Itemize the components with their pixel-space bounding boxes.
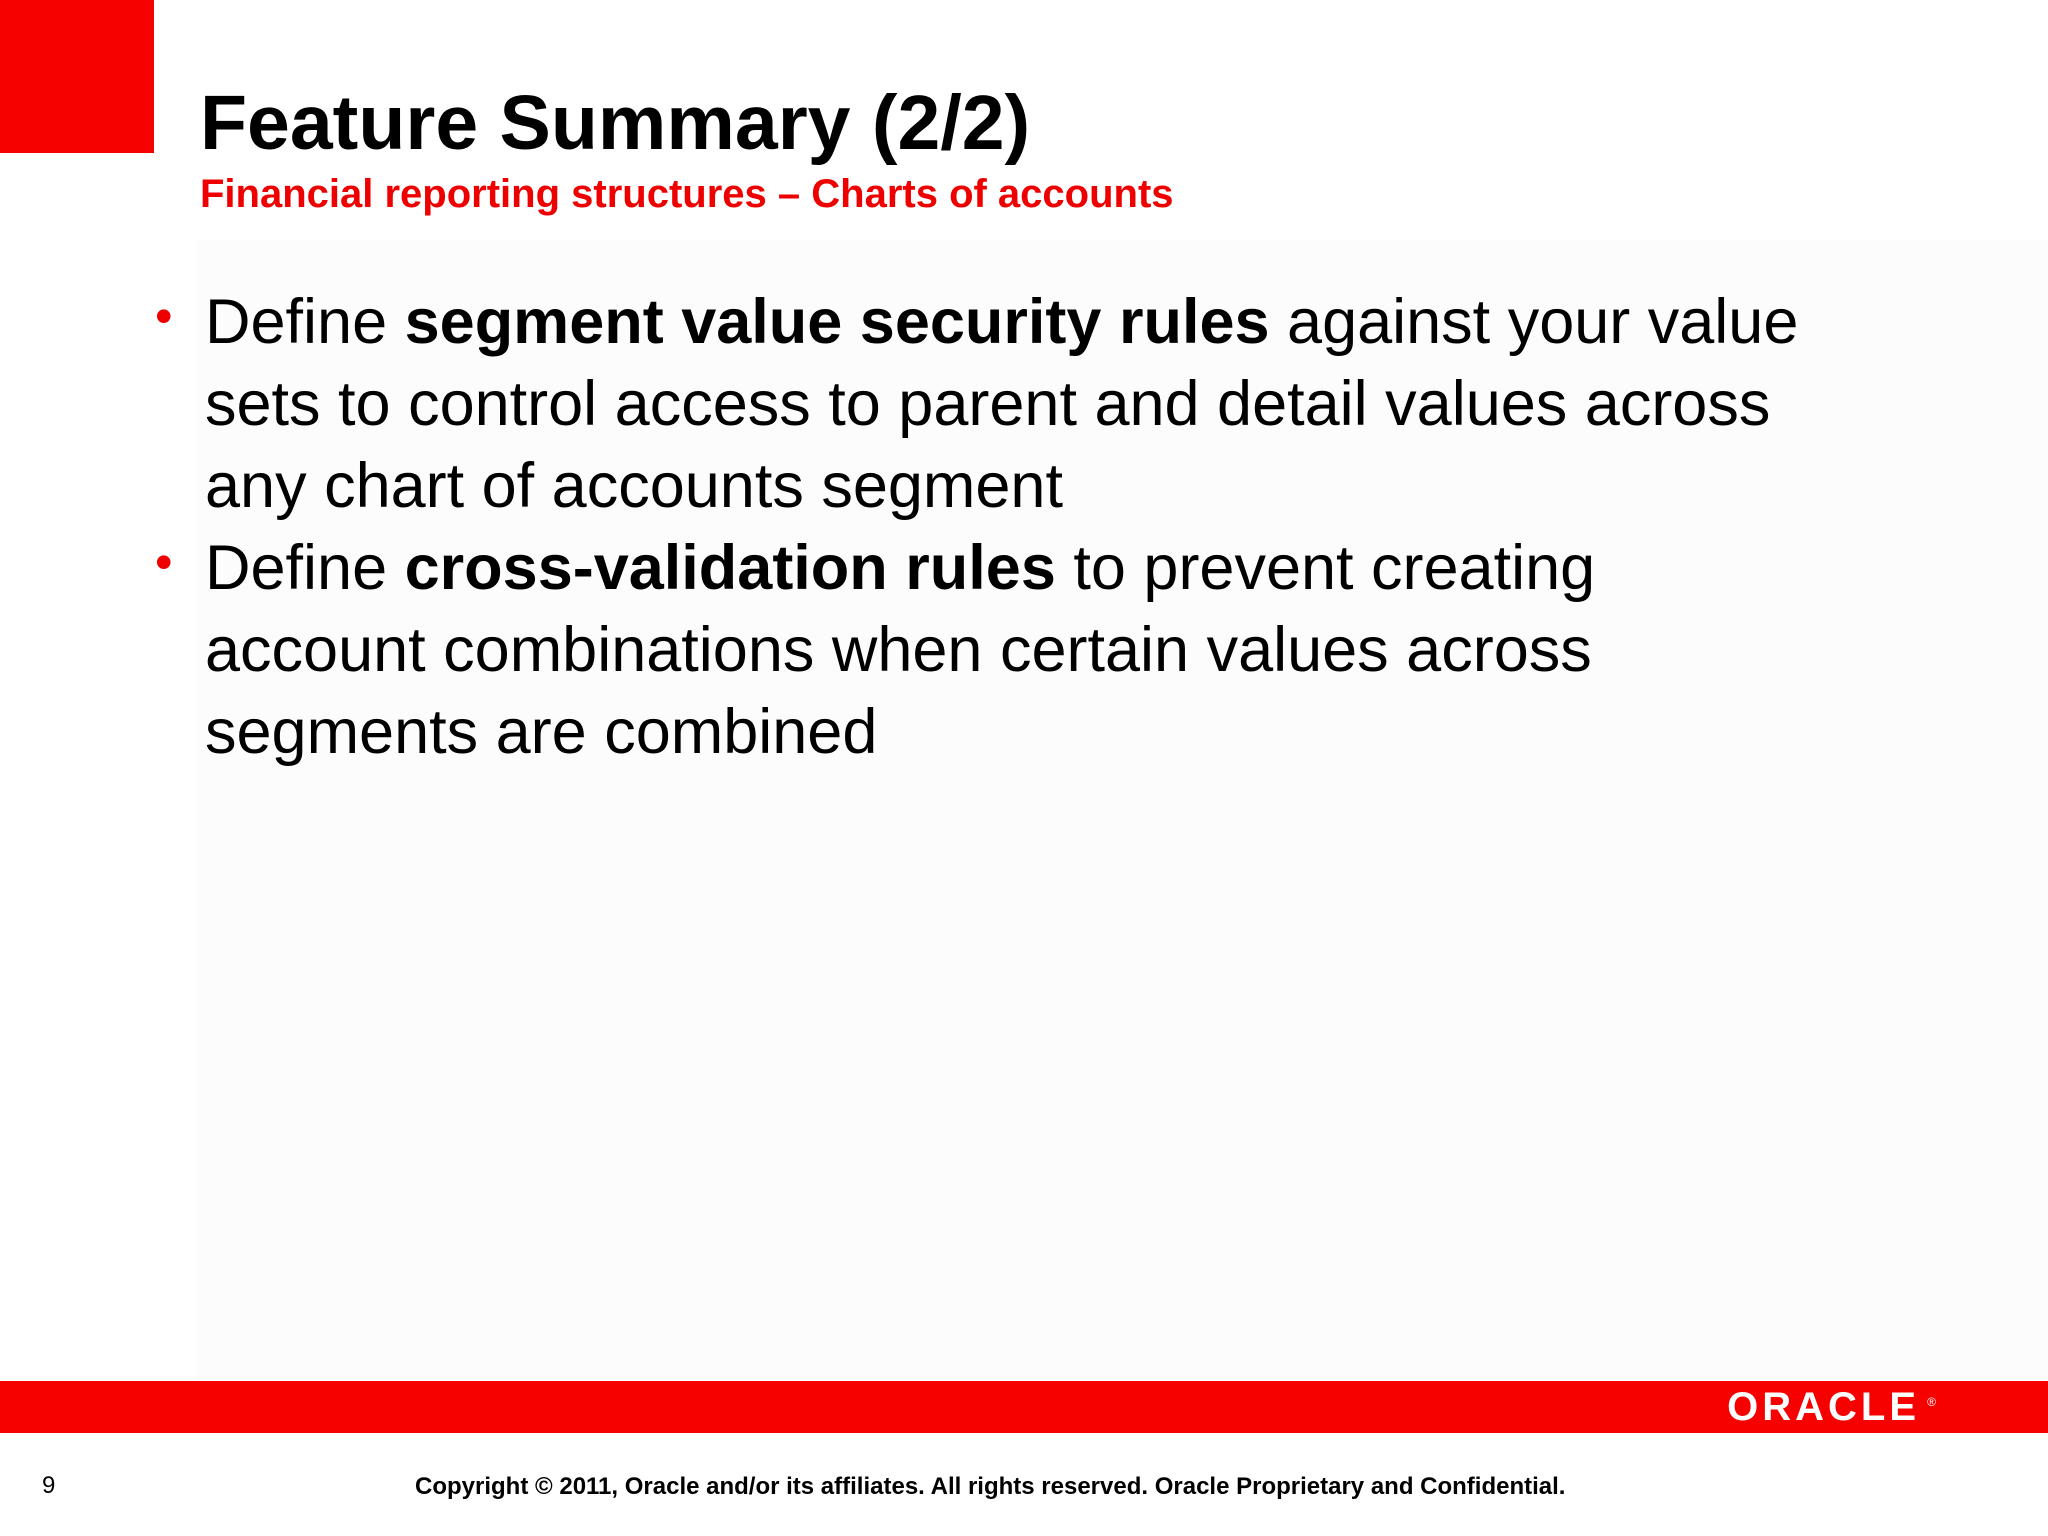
slide-title: Feature Summary (2/2)	[200, 80, 1031, 166]
oracle-logo: ORACLE	[1727, 1385, 1920, 1429]
bullet-line: any chart of accounts segment	[205, 451, 1063, 521]
page-number: 9	[42, 1472, 56, 1499]
bullet-list	[145, 281, 1945, 773]
bullet-line	[205, 527, 1945, 609]
bullet-emphasis: cross-validation rules	[404, 533, 1056, 603]
bullet-line: account combinations when certain values across	[205, 615, 1592, 685]
bullet-dot-icon: •	[155, 288, 173, 344]
bullet-text: Define	[205, 533, 405, 603]
bullet-emphasis: segment value security rules	[404, 287, 1270, 357]
bullet-text: Define	[205, 287, 405, 357]
bullet-item-cross-validation	[145, 527, 1945, 773]
bullet-line: sets to control access to parent and detail values across	[205, 369, 1771, 439]
copyright-notice: Copyright © 2011, Oracle and/or its affiliates. All rights reserved. Oracle Proprietary and Confidential.	[415, 1473, 1566, 1500]
bullet-line	[205, 281, 1945, 363]
registered-mark: ®	[1927, 1395, 1936, 1409]
bullet-item-segment-security	[145, 281, 1945, 527]
bullet-dot-icon: •	[155, 534, 173, 590]
bullet-text: against your value	[1269, 287, 1799, 357]
brand-red-square	[0, 0, 154, 153]
slide-subtitle: Financial reporting structures – Charts of accounts	[200, 172, 1174, 216]
bullet-text: to prevent creating	[1055, 533, 1596, 603]
bullet-line: segments are combined	[205, 697, 878, 767]
